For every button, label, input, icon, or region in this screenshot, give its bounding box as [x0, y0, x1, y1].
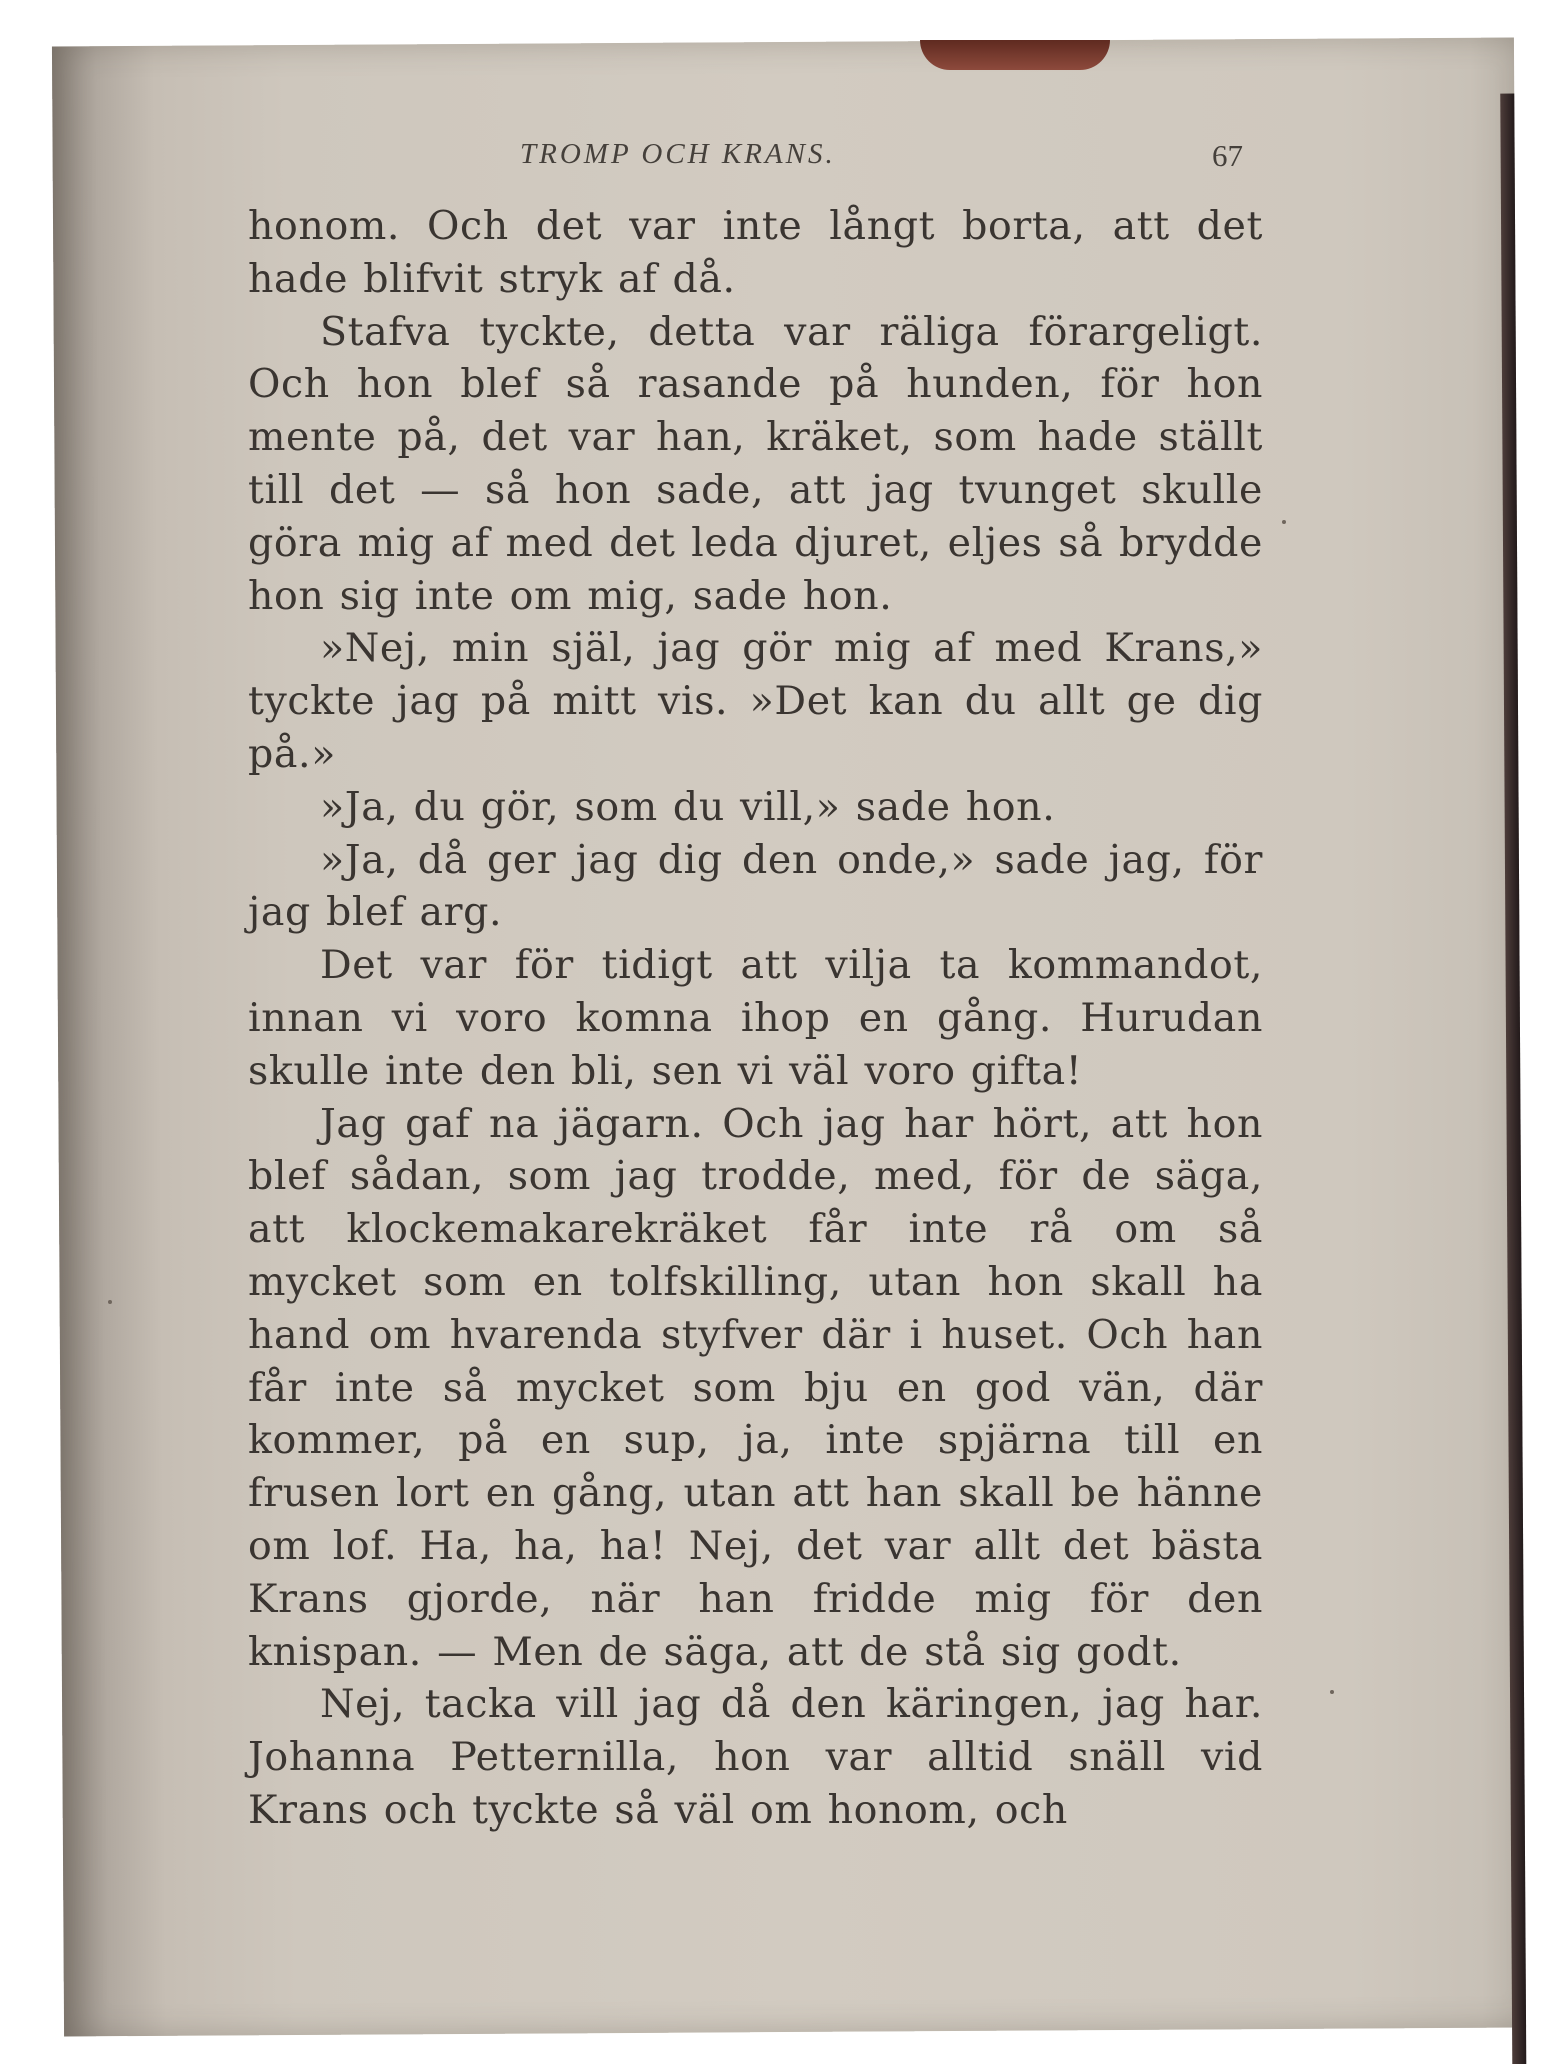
page-number: 67: [1212, 138, 1243, 173]
running-head: TROMP OCH KRANS.: [520, 138, 836, 170]
paragraph: »Ja, du gör, som du vill,» sade hon.: [320, 783, 1056, 830]
paragraph: honom. Och det var inte långt borta, att det hade blifvit stryk af då.: [248, 203, 1263, 302]
thumb-at-page-edge: [920, 40, 1110, 70]
dust-speck: [108, 1300, 112, 1304]
dust-speck: [1330, 1690, 1334, 1694]
paragraph: Det var för tidigt att vilja ta kommandot, innan vi voro komna ihop en gång. Hurudan skulle inte den bli, sen vi väl voro gifta!: [248, 942, 1263, 1094]
paragraph: »Ja, då ger jag dig den onde,» sade jag, för jag blef arg.: [248, 836, 1263, 936]
paragraph: Stafva tyckte, detta var räliga förargeligt. Och hon blef så rasande på hunden, för hon mente på, det var han, kräket, som hade ställt till det — så hon sade, att jag tvunget skulle göra mig af med det leda djuret, eljes så brydde hon sig inte om mig, sade hon.: [248, 308, 1263, 619]
paragraph: Nej, tacka vill jag då den käringen, jag har. Johanna Petternilla, hon var alltid snäll vid Krans och tyckte så väl om honom, och: [248, 1681, 1263, 1833]
paragraph: Jag gaf na jägarn. Och jag har hört, att hon blef sådan, som jag trodde, med, för de säga, att klockemakarekräket får inte rå om så mycket som en tolfskilling, utan hon skall ha hand om hvarenda styfver där i huset. Och han får inte så mycket som bju en god vän, där kommer, på en sup, ja, inte spjärna till en frusen lort en gång, utan att han skall be hänne om lof. Ha, ha, ha! Nej, det var allt det bästa Krans gjorde, när han fridde mig för den knispan. — Men de säga, att de stå sig godt.: [248, 1100, 1263, 1675]
book-cover-edge: [1500, 94, 1526, 2064]
paragraph: »Nej, min själ, jag gör mig af med Krans,» tyckte jag på mitt vis. »Det kan du allt ge dig på.»: [248, 625, 1263, 777]
dust-speck: [1282, 520, 1286, 524]
body-text: [248, 200, 1263, 1837]
